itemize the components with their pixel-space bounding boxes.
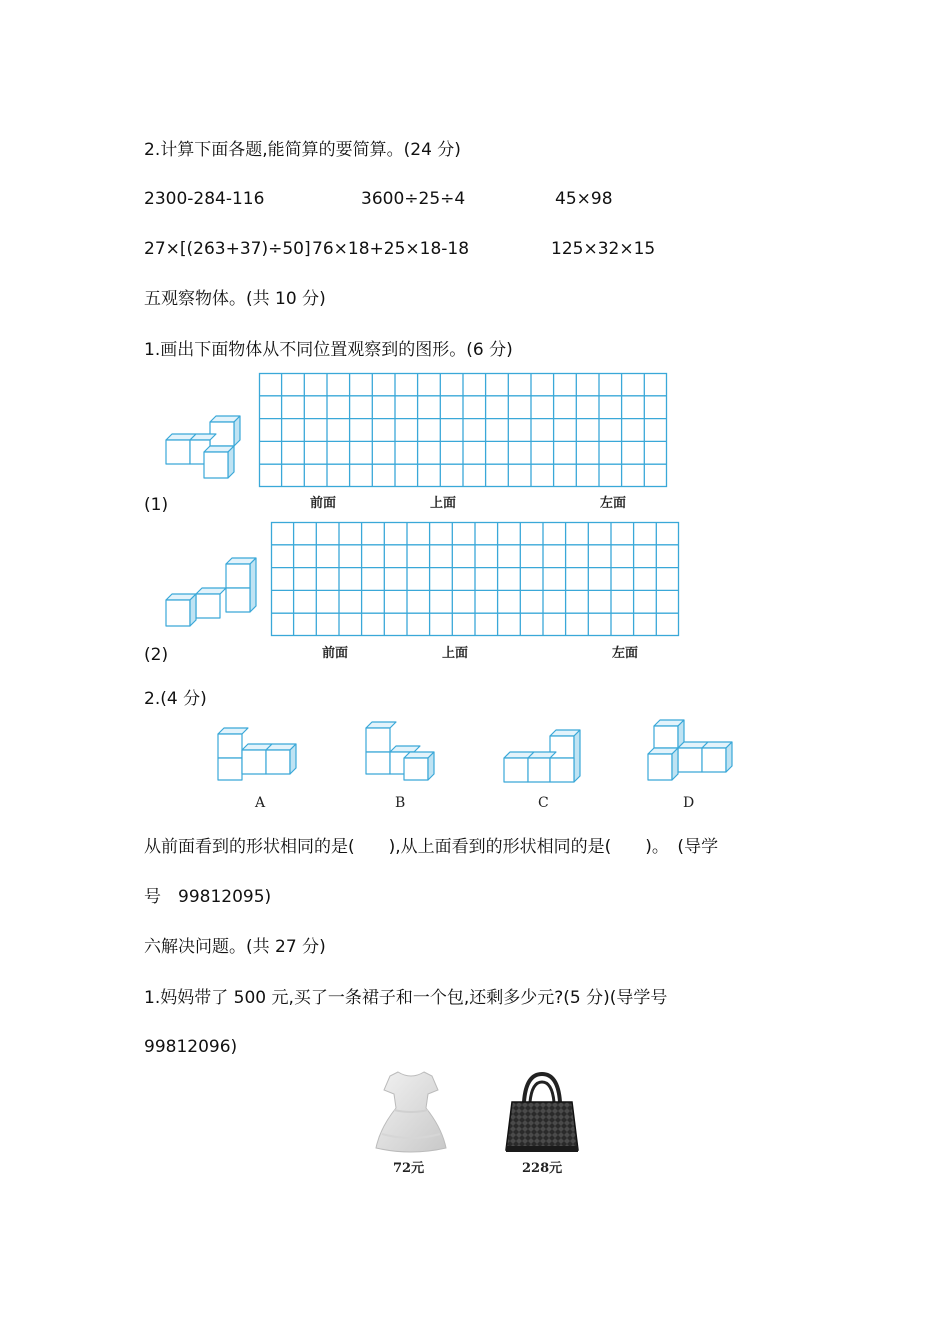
word-problem-1-text-cont: 99812096)	[144, 1037, 238, 1057]
calc-expression: 45×98	[555, 189, 613, 209]
calc-expression: 3600÷25÷4	[361, 189, 466, 209]
option-figure-a	[214, 722, 306, 782]
calc-expression: 76×18+25×18-18	[312, 239, 470, 259]
option-label-b: B	[395, 795, 406, 811]
dress-price: 72元	[393, 1161, 425, 1176]
option-figure-b	[362, 718, 448, 782]
option-label-a: A	[255, 795, 266, 811]
sub-question-label: (1)	[144, 495, 169, 515]
observe-question-2-text-cont: 号 99812095)	[144, 887, 272, 907]
calc-question-title: 2.计算下面各题,能简算的要简算。(24 分)	[144, 140, 461, 160]
section-six-title: 六解决问题。(共 27 分)	[144, 937, 326, 957]
view-label-front: 前面	[310, 496, 337, 511]
view-label-front: 前面	[322, 646, 349, 661]
sub-question-label: (2)	[144, 645, 169, 665]
bag-price: 228元	[522, 1161, 563, 1176]
drawing-grid-1	[259, 373, 667, 487]
view-label-left: 左面	[600, 496, 627, 511]
observe-question-1-title: 1.画出下面物体从不同位置观察到的图形。(6 分)	[144, 340, 513, 360]
calc-expression: 2300-284-116	[144, 189, 265, 209]
observe-question-2-text: 从前面看到的形状相同的是( ),从上面看到的形状相同的是( )。 (导学	[144, 837, 719, 857]
option-figure-c	[500, 726, 592, 784]
view-label-top: 上面	[442, 646, 469, 661]
view-label-top: 上面	[430, 496, 457, 511]
observe-question-2-title: 2.(4 分)	[144, 689, 207, 709]
section-five-title: 五观察物体。(共 10 分)	[144, 289, 326, 309]
view-label-left: 左面	[612, 646, 639, 661]
bag-image	[504, 1072, 580, 1154]
option-label-c: C	[538, 795, 549, 811]
dress-image	[372, 1068, 450, 1154]
word-problem-1-text: 1.妈妈带了 500 元,买了一条裙子和一个包,还剩多少元?(5 分)(导学号	[144, 988, 668, 1008]
cube-figure-1	[160, 410, 250, 485]
drawing-grid-2	[271, 522, 679, 636]
calc-expression: 125×32×15	[551, 239, 656, 259]
cube-figure-2	[160, 552, 260, 632]
calc-expression: 27×[(263+37)÷50]	[144, 239, 311, 259]
option-figure-d	[644, 716, 736, 782]
option-label-d: D	[683, 795, 695, 811]
